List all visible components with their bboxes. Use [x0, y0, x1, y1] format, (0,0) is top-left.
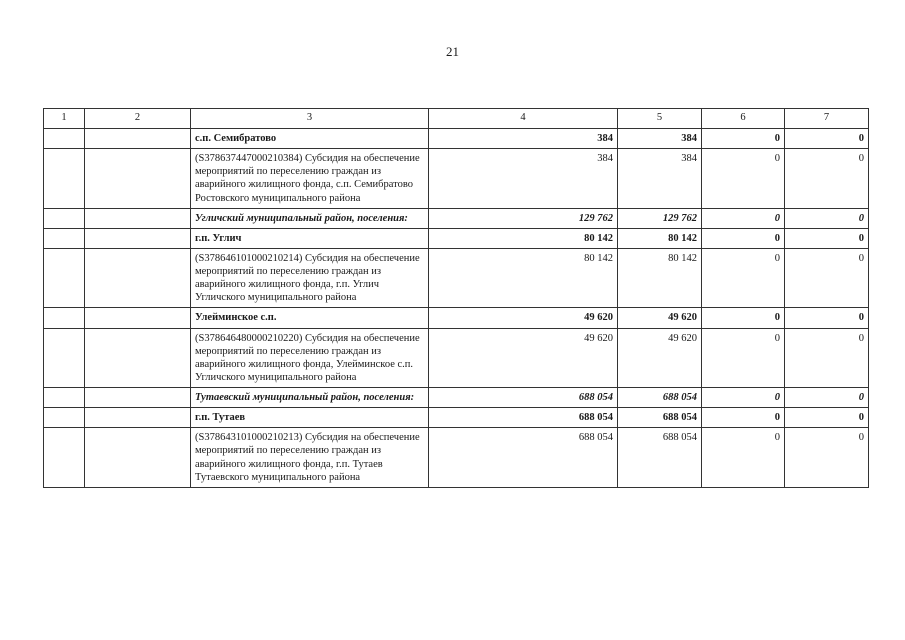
row-label: (S378637447000210384) Субсидия на обеспечение мероприятий по переселению граждан из аварийного жилищного фонда, с.п. Семибратово Ростовского муниципального района: [191, 149, 429, 209]
column-header: 3: [191, 109, 429, 129]
empty-cell: [85, 308, 191, 328]
amount-cell-c6: 0: [702, 248, 785, 308]
table-row: [44, 388, 869, 408]
amount-cell-c6: 0: [702, 388, 785, 408]
amount-cell-c7: 0: [785, 388, 869, 408]
amount-cell-c7: 0: [785, 208, 869, 228]
amount-cell-c5: 80 142: [618, 228, 702, 248]
table-row: [44, 408, 869, 428]
row-label: (S378643101000210213) Субсидия на обеспечение мероприятий по переселению граждан из аварийного жилищного фонда, г.п. Тутаев Тутаевского муниципального района: [191, 428, 429, 488]
row-label: Тутаевский муниципальный район, поселения:: [191, 388, 429, 408]
amount-cell-c4: 384: [429, 149, 618, 209]
amount-cell-c5: 129 762: [618, 208, 702, 228]
amount-cell-c6: 0: [702, 149, 785, 209]
empty-cell: [44, 408, 85, 428]
row-label: г.п. Тутаев: [191, 408, 429, 428]
amount-cell-c6: 0: [702, 308, 785, 328]
amount-cell-c5: 688 054: [618, 428, 702, 488]
row-label: г.п. Углич: [191, 228, 429, 248]
empty-cell: [44, 149, 85, 209]
amount-cell-c4: 80 142: [429, 228, 618, 248]
amount-cell-c7: 0: [785, 228, 869, 248]
amount-cell-c6: 0: [702, 408, 785, 428]
amount-cell-c7: 0: [785, 248, 869, 308]
table-row: [44, 228, 869, 248]
empty-cell: [85, 129, 191, 149]
amount-cell-c5: 49 620: [618, 328, 702, 388]
empty-cell: [44, 388, 85, 408]
amount-cell-c5: 384: [618, 149, 702, 209]
row-label: (S378646101000210214) Субсидия на обеспечение мероприятий по переселению граждан из аварийного жилищного фонда, г.п. Углич Угличского муниципального района: [191, 248, 429, 308]
column-header: 5: [618, 109, 702, 129]
table-row: [44, 149, 869, 209]
empty-cell: [85, 228, 191, 248]
table-row: [44, 129, 869, 149]
page-number: 21: [446, 44, 459, 59]
empty-cell: [85, 208, 191, 228]
column-header: 6: [702, 109, 785, 129]
amount-cell-c4: 688 054: [429, 428, 618, 488]
amount-cell-c4: 688 054: [429, 388, 618, 408]
empty-cell: [44, 308, 85, 328]
amount-cell-c7: 0: [785, 149, 869, 209]
budget-table: [43, 108, 869, 488]
empty-cell: [44, 228, 85, 248]
table-row: [44, 328, 869, 388]
column-header: 2: [85, 109, 191, 129]
amount-cell-c7: 0: [785, 308, 869, 328]
column-header: 1: [44, 109, 85, 129]
empty-cell: [44, 208, 85, 228]
table-row: [44, 428, 869, 488]
amount-cell-c6: 0: [702, 228, 785, 248]
row-label: с.п. Семибратово: [191, 129, 429, 149]
amount-cell-c5: 688 054: [618, 408, 702, 428]
amount-cell-c5: 384: [618, 129, 702, 149]
empty-cell: [44, 328, 85, 388]
amount-cell-c6: 0: [702, 129, 785, 149]
empty-cell: [85, 388, 191, 408]
empty-cell: [44, 248, 85, 308]
row-label: Улейминское с.п.: [191, 308, 429, 328]
column-header: 7: [785, 109, 869, 129]
row-label: Угличский муниципальный район, поселения:: [191, 208, 429, 228]
amount-cell-c4: 384: [429, 129, 618, 149]
amount-cell-c6: 0: [702, 208, 785, 228]
amount-cell-c4: 129 762: [429, 208, 618, 228]
empty-cell: [85, 149, 191, 209]
table-row: [44, 208, 869, 228]
empty-cell: [85, 428, 191, 488]
table-row: [44, 308, 869, 328]
amount-cell-c7: 0: [785, 408, 869, 428]
table-row: [44, 248, 869, 308]
amount-cell-c6: 0: [702, 328, 785, 388]
empty-cell: [44, 428, 85, 488]
amount-cell-c4: 688 054: [429, 408, 618, 428]
amount-cell-c4: 49 620: [429, 308, 618, 328]
amount-cell-c5: 80 142: [618, 248, 702, 308]
empty-cell: [85, 248, 191, 308]
amount-cell-c5: 49 620: [618, 308, 702, 328]
row-label: (S378646480000210220) Субсидия на обеспечение мероприятий по переселению граждан из аварийного жилищного фонда, Улейминское с.п. Угличского муниципального района: [191, 328, 429, 388]
amount-cell-c7: 0: [785, 129, 869, 149]
amount-cell-c5: 688 054: [618, 388, 702, 408]
amount-cell-c7: 0: [785, 328, 869, 388]
column-header: 4: [429, 109, 618, 129]
amount-cell-c4: 49 620: [429, 328, 618, 388]
column-number-header-row: [44, 109, 869, 129]
empty-cell: [85, 408, 191, 428]
empty-cell: [85, 328, 191, 388]
amount-cell-c6: 0: [702, 428, 785, 488]
amount-cell-c7: 0: [785, 428, 869, 488]
empty-cell: [44, 129, 85, 149]
amount-cell-c4: 80 142: [429, 248, 618, 308]
